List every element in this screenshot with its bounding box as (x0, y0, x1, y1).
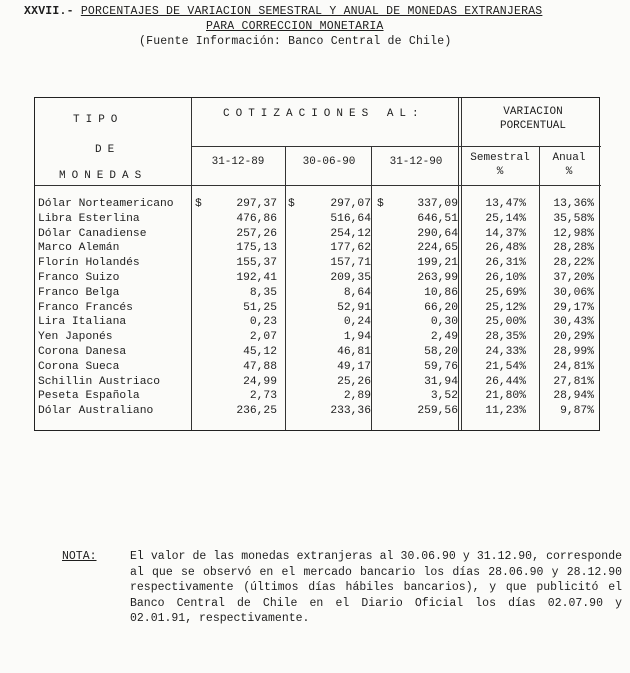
currency-name: Schillin Austriaco (38, 375, 161, 388)
currency-symbol: $ (377, 198, 384, 210)
value-31-12-90: 263,99 (417, 272, 458, 284)
value-31-12-89: 476,86 (236, 212, 277, 225)
variation-anual: 28,94% (553, 390, 594, 403)
header-date-3: 31-12-90 (389, 156, 443, 168)
variation-semestral: 21,80% (485, 390, 526, 403)
value-31-12-90: 59,76 (424, 360, 458, 373)
value-31-12-90: 66,20 (424, 301, 458, 314)
value-30-06-90: 2,89 (343, 390, 371, 403)
value-31-12-89: 155,37 (236, 257, 277, 270)
currency-name: Dólar Norteamericano (38, 198, 174, 210)
variation-anual: 28,99% (553, 346, 594, 358)
variation-semestral: 14,37% (485, 227, 526, 240)
table-row (35, 376, 601, 391)
variation-semestral: 25,00% (485, 316, 526, 329)
value-30-06-90: 52,91 (337, 301, 371, 314)
value-30-06-90: 0,24 (343, 316, 371, 329)
value-31-12-89: 2,73 (249, 390, 277, 403)
title-number: XXVII.- (24, 5, 74, 18)
title-line-2: PARA CORRECCION MONETARIA (206, 20, 384, 33)
currency-name: Corona Sueca (38, 360, 120, 373)
value-30-06-90: 46,81 (337, 346, 371, 358)
variation-semestral: 28,35% (485, 331, 526, 344)
table-row (35, 228, 601, 243)
currency-name: Marco Alemán (38, 242, 120, 255)
header-pct-semestral: % (496, 166, 504, 178)
title-source: (Fuente Información: Banco Central de Chile) (139, 35, 452, 48)
value-30-06-90: 516,64 (330, 212, 371, 225)
currency-name: Libra Esterlina (38, 212, 140, 225)
value-31-12-90: 199,21 (417, 257, 458, 270)
header-porcentual: PORCENTUAL (499, 120, 566, 132)
table-row (35, 361, 601, 376)
variation-anual: 13,36% (553, 198, 594, 210)
note-text: El valor de las monedas extranjeras al 30.06.90 y 31.12.90, corresponde al que se observó en el mercado bancario los días 28.06.90 y 28.12.90 respectivamente (últimos días hábiles bancarios), y que publicitó el Banco Central de Chile en el Diario Oficial los días 02.07.90 y 02.01.91, respectivamente. (130, 550, 622, 625)
value-30-06-90: 1,94 (343, 331, 371, 344)
value-31-12-89: 257,26 (236, 227, 277, 240)
currency-name: Dólar Canadiense (38, 227, 147, 240)
value-31-12-89: 192,41 (236, 272, 277, 284)
value-31-12-89: 2,07 (249, 331, 277, 344)
value-30-06-90: 49,17 (337, 360, 371, 373)
title-main: PORCENTAJES DE VARIACION SEMESTRAL Y ANUAL DE MONEDAS EXTRANJERAS (80, 5, 543, 18)
table-row (35, 346, 601, 361)
value-31-12-90: 224,65 (417, 242, 458, 255)
variation-semestral: 25,69% (485, 286, 526, 299)
table-row (35, 331, 601, 346)
value-31-12-89: 51,25 (243, 301, 277, 314)
value-30-06-90: 177,62 (330, 242, 371, 255)
value-30-06-90: 25,26 (337, 375, 371, 388)
variation-anual: 24,81% (553, 360, 594, 373)
value-31-12-90: 290,64 (417, 227, 458, 240)
header-date-1: 31-12-89 (211, 156, 265, 168)
header-monedas: MONEDAS (59, 170, 148, 182)
currency-name: Florín Holandés (38, 257, 140, 270)
table-row (35, 302, 601, 317)
variation-anual: 9,87% (560, 405, 594, 418)
value-30-06-90: 254,12 (330, 227, 371, 240)
variation-semestral: 24,33% (485, 346, 526, 358)
variation-anual: 12,98% (553, 227, 594, 240)
currency-name: Franco Francés (38, 301, 133, 314)
variation-semestral: 26,10% (485, 272, 526, 284)
value-30-06-90: 233,36 (330, 405, 371, 418)
currency-name: Franco Suizo (38, 272, 120, 284)
header-divider (191, 146, 601, 147)
note-label: NOTA: (62, 550, 97, 563)
value-31-12-89: 236,25 (236, 405, 277, 418)
title-line-1 (24, 4, 624, 19)
variation-semestral: 25,12% (485, 301, 526, 314)
value-30-06-90: 157,71 (330, 257, 371, 270)
table-row (35, 287, 601, 302)
header-divider (35, 185, 601, 186)
variation-semestral: 21,54% (485, 360, 526, 373)
table-row (35, 242, 601, 257)
header-date-2: 30-06-90 (302, 156, 356, 168)
header-pct-anual: % (565, 166, 573, 178)
variation-anual: 30,06% (553, 286, 594, 299)
value-30-06-90: 297,07 (330, 198, 371, 210)
currency-name: Peseta Española (38, 390, 140, 403)
header-variacion: VARIACION (503, 106, 563, 118)
variation-semestral: 11,23% (485, 405, 526, 418)
value-31-12-90: 2,49 (430, 331, 458, 344)
value-31-12-90: 0,30 (430, 316, 458, 329)
value-31-12-89: 24,99 (243, 375, 277, 388)
value-30-06-90: 209,35 (330, 272, 371, 284)
variation-semestral: 26,48% (485, 242, 526, 255)
header-tipo: TIPO (73, 114, 124, 126)
table-row (35, 316, 601, 331)
variation-anual: 28,22% (553, 257, 594, 270)
value-31-12-89: 175,13 (236, 242, 277, 255)
currency-table (34, 97, 600, 431)
value-31-12-90: 58,20 (424, 346, 458, 358)
value-31-12-89: 45,12 (243, 346, 277, 358)
variation-semestral: 26,44% (485, 375, 526, 388)
variation-anual: 29,17% (553, 301, 594, 314)
variation-anual: 28,28% (553, 242, 594, 255)
variation-semestral: 25,14% (485, 212, 526, 225)
value-30-06-90: 8,64 (343, 286, 371, 299)
document-title (24, 4, 624, 49)
value-31-12-90: 646,51 (417, 212, 458, 225)
header-anual: Anual (552, 152, 586, 164)
table-row (35, 390, 601, 405)
variation-anual: 37,20% (553, 272, 594, 284)
value-31-12-89: 297,37 (236, 198, 277, 210)
currency-name: Lira Italiana (38, 316, 127, 329)
table-row (35, 257, 601, 272)
currency-name: Yen Japonés (38, 331, 113, 344)
table-row (35, 405, 601, 420)
variation-anual: 35,58% (553, 212, 594, 225)
value-31-12-89: 8,35 (249, 286, 277, 299)
variation-anual: 20,29% (553, 331, 594, 344)
currency-name: Franco Belga (38, 286, 120, 299)
variation-anual: 27,81% (553, 375, 594, 388)
currency-name: Dólar Australiano (38, 405, 154, 418)
value-31-12-90: 259,56 (417, 405, 458, 418)
variation-semestral: 26,31% (485, 257, 526, 270)
value-31-12-89: 0,23 (249, 316, 277, 329)
table-row (35, 272, 601, 287)
variation-anual: 30,43% (553, 316, 594, 329)
header-cotizaciones: COTIZACIONES AL: (223, 108, 425, 120)
variation-semestral: 13,47% (485, 198, 526, 210)
value-31-12-90: 3,52 (430, 390, 458, 403)
value-31-12-89: 47,88 (243, 360, 277, 373)
currency-name: Corona Danesa (38, 346, 127, 358)
currency-symbol: $ (288, 198, 295, 210)
header-de: DE (95, 144, 121, 156)
currency-symbol: $ (195, 198, 202, 210)
header-semestral: Semestral (470, 152, 530, 164)
value-31-12-90: 10,86 (424, 286, 458, 299)
table-row (35, 198, 601, 213)
value-31-12-90: 31,94 (424, 375, 458, 388)
table-row (35, 213, 601, 228)
value-31-12-90: 337,09 (417, 198, 458, 210)
